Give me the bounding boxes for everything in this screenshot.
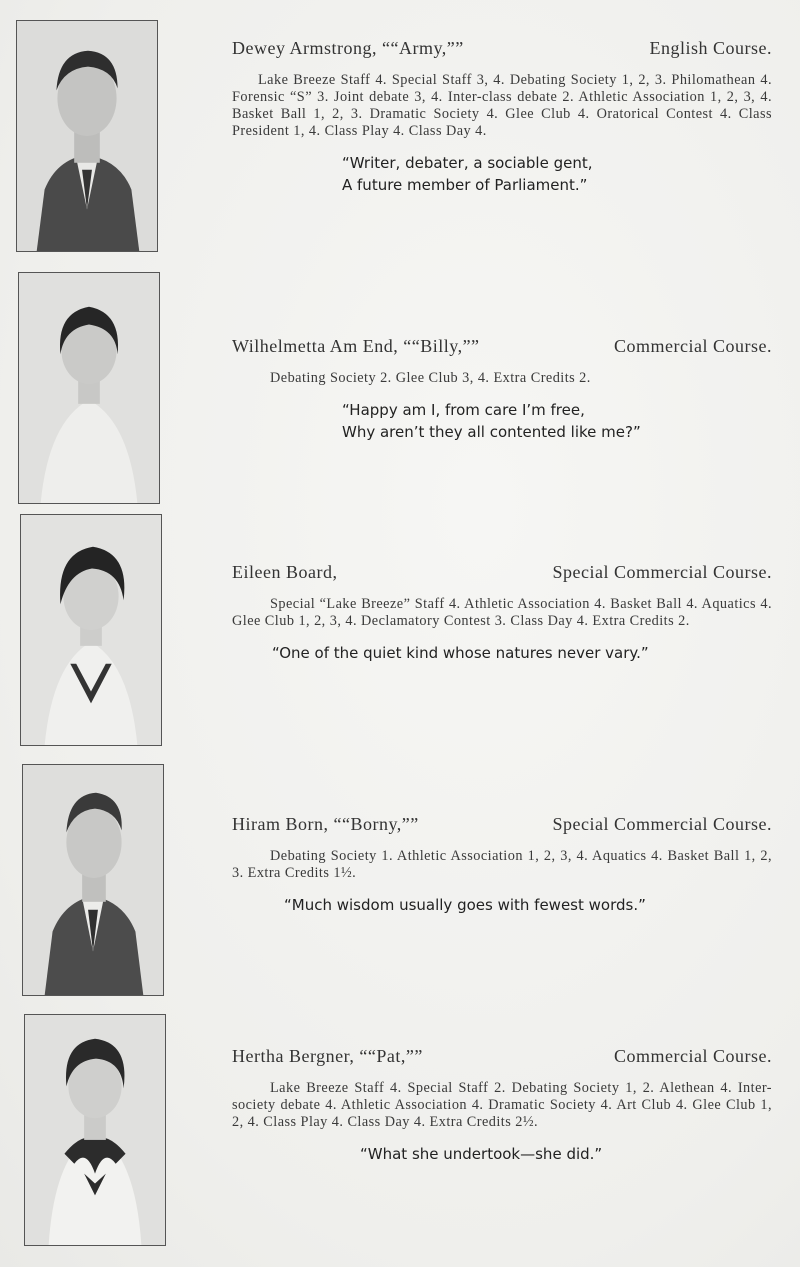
female-portrait-icon bbox=[25, 1015, 165, 1245]
course-name: Commercial Course. bbox=[614, 336, 772, 356]
quote-line: “What she undertook—she did.” bbox=[360, 1145, 603, 1163]
activities-text: Special “Lake Breeze” Staff 4. Athletic Association 4. Basket Ball 4. Aquatics 4. Glee Club 1, 2, 3, 4. Declamatory Contest 3. Class Day 4. Extra Credits 2. bbox=[232, 596, 772, 629]
quote-block bbox=[272, 642, 772, 664]
activities-text: Debating Society 1. Athletic Association 1, 2, 3, 4. Aquatics 4. Basket Ball 1, 2, 3. Extra Credits 1½. bbox=[232, 848, 772, 881]
student-name: Eileen Board, bbox=[232, 562, 338, 582]
quote-block bbox=[284, 894, 772, 916]
entry-heading bbox=[232, 38, 772, 62]
quote-line: “Writer, debater, a sociable gent, bbox=[342, 154, 593, 172]
activities-text: Debating Society 2. Glee Club 3, 4. Extra Credits 2. bbox=[270, 370, 591, 386]
female-portrait-icon bbox=[19, 273, 159, 503]
course-name: Special Commercial Course. bbox=[552, 562, 772, 582]
activities-text: Lake Breeze Staff 4. Special Staff 2. Debating Society 1, 2. Alethean 4. Inter-society debate 4. Athletic Association 4. Dramatic Society 4. Art Club 4. Glee Club 1, 2, 4. Class Play 4. Class Day 4. Extra Credits 2½. bbox=[232, 1080, 772, 1130]
portrait-photo bbox=[18, 272, 160, 504]
entry-heading bbox=[232, 1046, 772, 1070]
quote-line: “Much wisdom usually goes with fewest words.” bbox=[284, 896, 646, 914]
portrait-photo bbox=[24, 1014, 166, 1246]
entry-heading bbox=[232, 336, 772, 360]
portrait-photo bbox=[20, 514, 162, 746]
student-name: Wilhelmetta Am End, ““Billy,”” bbox=[232, 336, 480, 356]
quote-block bbox=[342, 399, 772, 443]
course-name: Special Commercial Course. bbox=[552, 814, 772, 834]
quote-line: Why aren’t they all contented like me?” bbox=[342, 423, 641, 441]
quote-line: A future member of Parliament.” bbox=[342, 176, 588, 194]
entry-heading bbox=[232, 562, 772, 586]
male-portrait-icon bbox=[23, 765, 163, 995]
student-name: Hertha Bergner, ““Pat,”” bbox=[232, 1046, 423, 1066]
course-name: English Course. bbox=[649, 38, 772, 58]
course-name: Commercial Course. bbox=[614, 1046, 772, 1066]
entry-heading bbox=[232, 814, 772, 838]
portrait-photo bbox=[16, 20, 158, 252]
quote-line: “One of the quiet kind whose natures never vary.” bbox=[272, 644, 649, 662]
quote-line: “Happy am I, from care I’m free, bbox=[342, 401, 585, 419]
portrait-photo bbox=[22, 764, 164, 996]
quote-block bbox=[360, 1143, 772, 1165]
student-name: Hiram Born, ““Borny,”” bbox=[232, 814, 419, 834]
student-name: Dewey Armstrong, ““Army,”” bbox=[232, 38, 464, 58]
female-portrait-icon bbox=[21, 515, 161, 745]
quote-block bbox=[342, 152, 772, 196]
activities-text: Lake Breeze Staff 4. Special Staff 3, 4. Debating Society 1, 2, 3. Philomathean 4. Forensic “S” 3. Joint debate 3, 4. Inter-class debate 2. Athletic Association 1, 2, 3, 4. Basket Ball 1, 2, 3. Dramatic Society 4. Glee Club 4. Oratorical Contest 4. Class President 1, 4. Class Play 4. Class Day 4. bbox=[232, 72, 772, 139]
male-portrait-icon bbox=[17, 21, 157, 251]
